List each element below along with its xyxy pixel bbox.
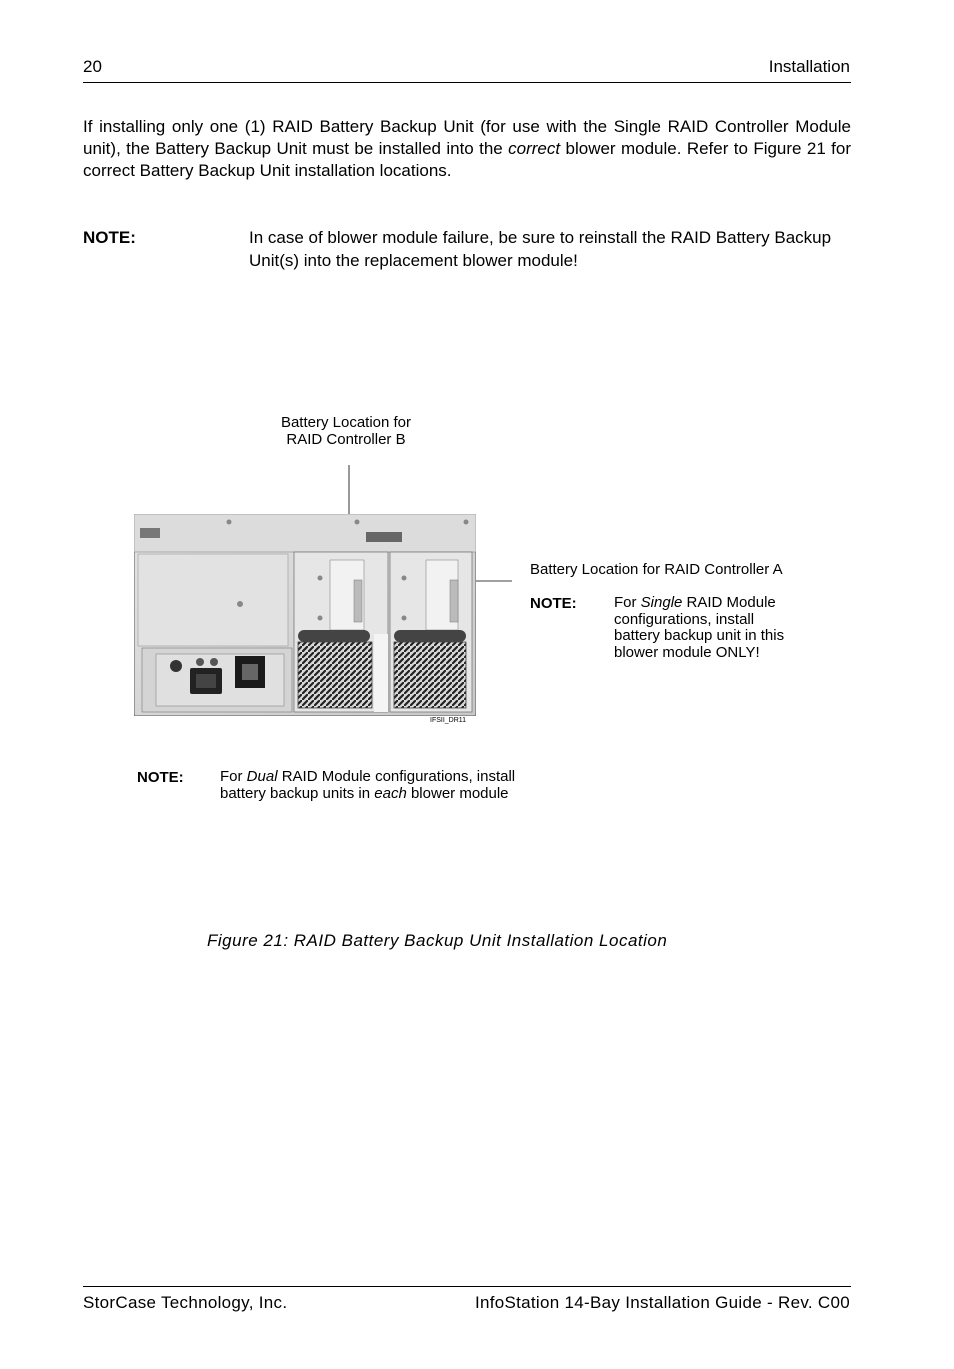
dual-note-text: For Dual RAID Module configurations, install battery backup units in each blower module bbox=[220, 768, 516, 802]
image-id-label: IFSII_DR11 bbox=[430, 717, 467, 724]
section-title: Installation bbox=[768, 57, 850, 76]
dual-note-label: NOTE: bbox=[137, 769, 184, 786]
intro-emphasis: correct bbox=[508, 139, 561, 158]
battery-label-b-line1: Battery Location for bbox=[280, 414, 412, 431]
rear-panel-photo bbox=[134, 514, 476, 716]
single-note-text: For Single RAID Module configurations, install battery backup unit in this blower module ONLY! bbox=[614, 594, 785, 661]
figure-caption: Figure 21: RAID Battery Backup Unit Installation Location bbox=[207, 931, 668, 950]
note-text: In case of blower module failure, be sure to reinstall the RAID Battery Backup Unit(s) into the replacement blower module! bbox=[249, 228, 832, 270]
page-number: 20 bbox=[83, 57, 102, 76]
intro-text-1: If installing only one (1) RAID Battery Backup Unit (for use with the Single RAID Controller Module unit), the Battery Backup Unit must be installed into the bbox=[83, 117, 851, 158]
battery-label-b-line2: RAID Controller B bbox=[286, 430, 406, 448]
footer-rule bbox=[83, 1286, 851, 1287]
footer-doc-title: InfoStation 14-Bay Installation Guide - Rev. C00 bbox=[474, 1293, 850, 1312]
battery-label-a: Battery Location for RAID Controller A bbox=[530, 561, 783, 578]
footer-company: StorCase Technology, Inc. bbox=[83, 1293, 288, 1312]
note-label: NOTE: bbox=[83, 228, 136, 247]
intro-text-2: blower module. Refer to Figure 21 for correct Battery Backup Unit installation locations. bbox=[83, 139, 852, 180]
single-note-label: NOTE: bbox=[530, 595, 577, 612]
